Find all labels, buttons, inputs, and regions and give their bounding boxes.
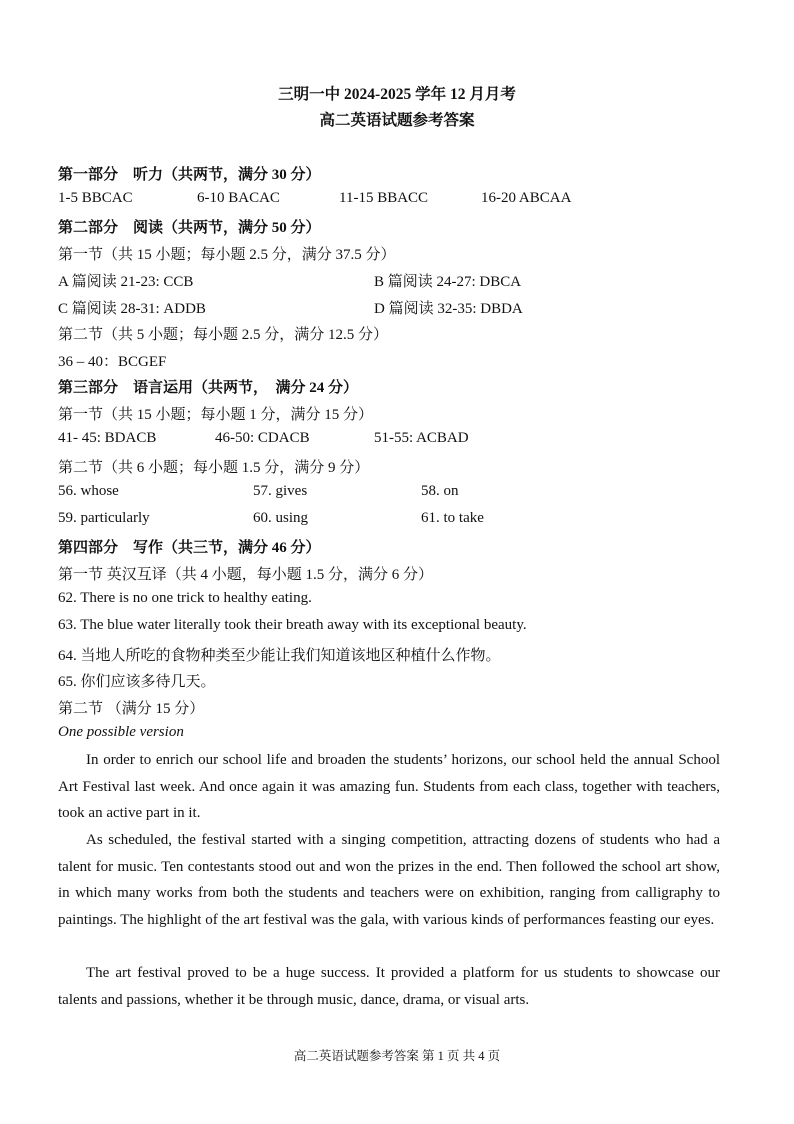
part3-answer-1: 41- 45: BDACB bbox=[58, 430, 157, 446]
passage-d-answer: D 篇阅读 32-35: DBDA bbox=[374, 301, 523, 317]
passage-a-answer: A 篇阅读 21-23: CCB bbox=[58, 274, 194, 290]
sample-essay-label: One possible version bbox=[58, 724, 184, 740]
fill-answer-61: 61. to take bbox=[421, 510, 484, 526]
part2-heading: 第二部分 阅读（共两节，满分 50 分） bbox=[58, 220, 321, 236]
fill-answer-58: 58. on bbox=[421, 483, 459, 499]
essay-paragraph-2-text: As scheduled, the festival started with a singing competition, attracting dozens of students who had a talent for music. Ten contestants stood out and won the prizes in the end. Then followed the school art show, in which many works from both the students and teachers were on exhibition, ranging from calligraphy to paintings. The highlight of the art festival was the gala, with various kinds of performances feasting our eyes. bbox=[58, 832, 720, 928]
part4-heading: 第四部分 写作（共三节，满分 46 分） bbox=[58, 540, 321, 556]
passage-b-answer: B 篇阅读 24-27: DBCA bbox=[374, 274, 522, 290]
part4-section2-label: 第二节 （满分 15 分） bbox=[58, 701, 205, 717]
part1-heading: 第一部分 听力（共两节，满分 30 分） bbox=[58, 167, 321, 183]
part3-section1-label: 第一节（共 15 小题；每小题 1 分，满分 15 分） bbox=[58, 407, 374, 423]
translation-62: 62. There is no one trick to healthy eating. bbox=[58, 590, 312, 606]
translation-64: 64. 当地人所吃的食物种类至少能让我们知道该地区种植什么作物。 bbox=[58, 648, 501, 664]
essay-paragraph-1 bbox=[58, 747, 720, 827]
part3-answer-2: 46-50: CDACB bbox=[215, 430, 310, 446]
part1-answer-2: 6-10 BACAC bbox=[197, 190, 280, 206]
translation-65: 65. 你们应该多待几天。 bbox=[58, 674, 216, 690]
part1-answer-3: 11-15 BBACC bbox=[339, 190, 429, 206]
essay-paragraph-1-text: In order to enrich our school life and broaden the students’ horizons, our school held the annual School Art Festival last week. And once again it was amazing fun. Students from each class, together with teachers, took an active part in it. bbox=[58, 752, 720, 821]
fill-answer-59: 59. particularly bbox=[58, 510, 150, 526]
passage-c-answer: C 篇阅读 28-31: ADDB bbox=[58, 301, 206, 317]
part1-answer-4: 16-20 ABCAA bbox=[481, 190, 572, 206]
page-footer: 高二英语试题参考答案 第 1 页 共 4 页 bbox=[293, 1049, 501, 1063]
fill-answer-56: 56. whose bbox=[58, 483, 119, 499]
part2-section2-answers: 36 – 40：BCGEF bbox=[58, 354, 167, 370]
part3-heading: 第三部分 语言运用（共两节， 满分 24 分） bbox=[58, 380, 359, 396]
part3-answer-3: 51-55: ACBAD bbox=[374, 430, 469, 446]
essay-paragraph-3 bbox=[58, 960, 720, 1013]
translation-63: 63. The blue water literally took their breath away with its exceptional beauty. bbox=[58, 617, 527, 633]
exam-title: 三明一中 2024-2025 学年 12 月月考 bbox=[278, 86, 516, 103]
part4-section1-label: 第一节 英汉互译（共 4 小题，每小题 1.5 分，满分 6 分） bbox=[58, 567, 434, 583]
part2-section2-label: 第二节（共 5 小题；每小题 2.5 分，满分 12.5 分） bbox=[58, 327, 389, 343]
essay-paragraph-3-text: The art festival proved to be a huge success. It provided a platform for us students to showcase our talents and passions, whether it be through music, dance, drama, or visual arts. bbox=[58, 965, 720, 1008]
essay-paragraph-2 bbox=[58, 827, 720, 933]
part2-section1-label: 第一节（共 15 小题；每小题 2.5 分，满分 37.5 分） bbox=[58, 247, 396, 263]
exam-subtitle: 高二英语试题参考答案 bbox=[319, 112, 475, 129]
fill-answer-60: 60. using bbox=[253, 510, 309, 526]
fill-answer-57: 57. gives bbox=[253, 483, 308, 499]
part1-answer-1: 1-5 BBCAC bbox=[58, 190, 133, 206]
part3-section2-label: 第二节（共 6 小题；每小题 1.5 分，满分 9 分） bbox=[58, 460, 370, 476]
